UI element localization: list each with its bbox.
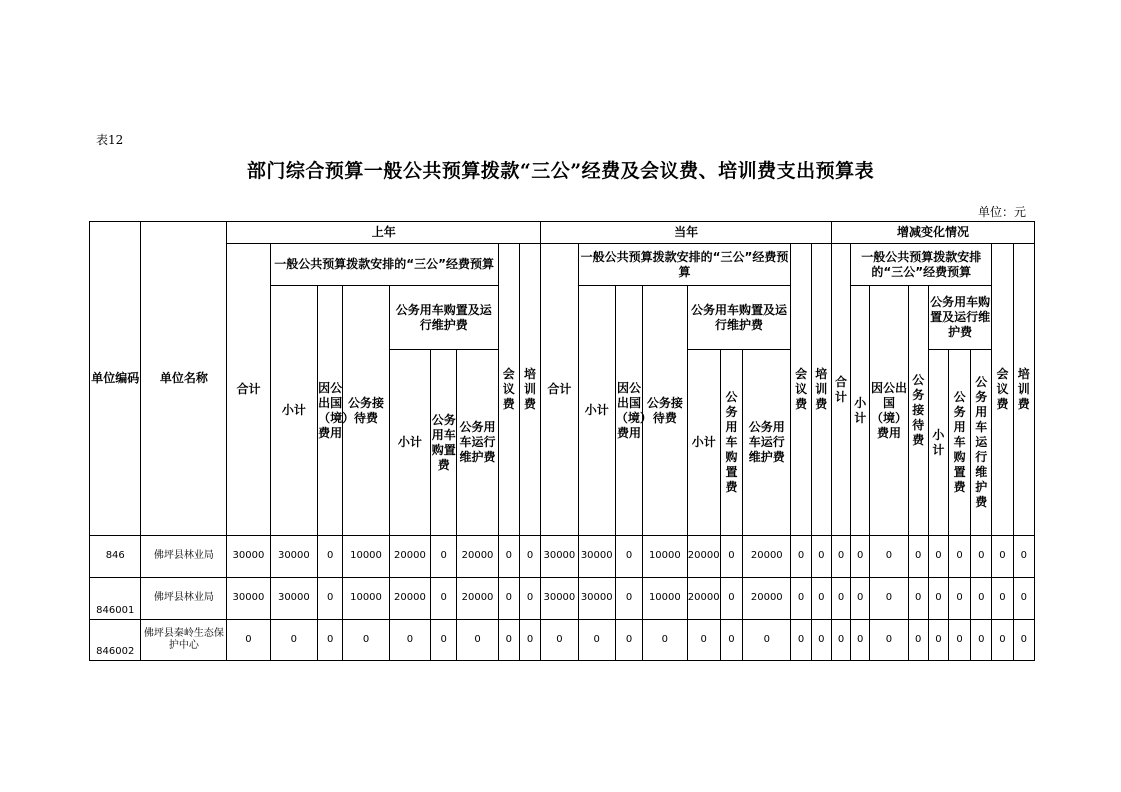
cell-value: 0 bbox=[720, 536, 742, 578]
header-prev-three-public: 一般公共预算拨款安排的“三公”经费预算 bbox=[270, 244, 498, 286]
cell-value: 0 bbox=[343, 620, 389, 661]
header-change-vehicle-purchase: 公务用车购置费 bbox=[948, 350, 970, 536]
cell-value: 30000 bbox=[227, 536, 270, 578]
cell-value: 0 bbox=[870, 578, 908, 620]
table-row bbox=[90, 620, 1035, 661]
cell-value: 0 bbox=[318, 620, 343, 661]
cell-value: 0 bbox=[615, 578, 642, 620]
cell-value: 0 bbox=[498, 578, 519, 620]
cell-value: 0 bbox=[431, 536, 457, 578]
cell-value: 0 bbox=[971, 620, 992, 661]
cell-value: 0 bbox=[831, 536, 850, 578]
cell-value: 30000 bbox=[578, 536, 615, 578]
header-curr-training: 培训费 bbox=[811, 244, 831, 536]
header-prev-abroad: 因公出国（境）费用 bbox=[318, 286, 343, 536]
cell-value: 0 bbox=[615, 620, 642, 661]
cell-value: 0 bbox=[831, 620, 850, 661]
header-change-three-public: 一般公共预算拨款安排的“三公”经费预算 bbox=[851, 244, 992, 286]
cell-value: 0 bbox=[431, 578, 457, 620]
cell-value: 30000 bbox=[227, 578, 270, 620]
cell-value: 20000 bbox=[743, 536, 791, 578]
cell-value: 0 bbox=[318, 536, 343, 578]
cell-value: 0 bbox=[1013, 620, 1034, 661]
cell-value: 30000 bbox=[270, 578, 317, 620]
row-unit-name: 佛坪县秦岭生态保护中心 bbox=[141, 620, 227, 661]
page-title: 部门综合预算一般公共预算拨款“三公”经费及会议费、培训费支出预算表 bbox=[246, 160, 875, 182]
cell-value: 0 bbox=[541, 620, 578, 661]
cell-value: 20000 bbox=[687, 536, 720, 578]
cell-value: 0 bbox=[457, 620, 498, 661]
header-prev-vehicle-group: 公务用车购置及运行维护费 bbox=[389, 286, 498, 350]
cell-value: 0 bbox=[791, 620, 811, 661]
header-curr-meeting: 会议费 bbox=[791, 244, 811, 536]
header-prev-total: 合计 bbox=[227, 244, 270, 536]
table-row bbox=[90, 578, 1035, 620]
header-prev-vehicle-operation: 公务用车运行维护费 bbox=[457, 350, 498, 536]
cell-value: 10000 bbox=[643, 578, 687, 620]
header-change-total: 合计 bbox=[831, 244, 850, 536]
header-curr-total: 合计 bbox=[541, 244, 578, 536]
cell-value: 0 bbox=[578, 620, 615, 661]
header-curr-vehicle-operation: 公务用车运行维护费 bbox=[743, 350, 791, 536]
row-unit-code: 846 bbox=[90, 536, 141, 578]
header-prev-vehicle-subtotal: 小计 bbox=[389, 350, 430, 536]
cell-value: 0 bbox=[851, 578, 870, 620]
cell-value: 20000 bbox=[457, 536, 498, 578]
cell-value: 0 bbox=[971, 536, 992, 578]
cell-value: 0 bbox=[811, 536, 831, 578]
cell-value: 0 bbox=[851, 536, 870, 578]
header-curr-reception: 公务接待费 bbox=[643, 286, 687, 536]
cell-value: 0 bbox=[519, 536, 540, 578]
cell-value: 0 bbox=[948, 578, 970, 620]
cell-value: 0 bbox=[791, 578, 811, 620]
header-curr-three-public: 一般公共预算拨款安排的“三公”经费预算 bbox=[578, 244, 791, 286]
cell-value: 0 bbox=[928, 536, 948, 578]
row-unit-code: 846002 bbox=[90, 620, 141, 661]
header-curr-abroad: 因公出国（境）费用 bbox=[615, 286, 642, 536]
cell-value: 0 bbox=[908, 578, 928, 620]
cell-value: 30000 bbox=[270, 536, 317, 578]
header-change-vehicle-operation: 公务用车运行维护费 bbox=[971, 350, 992, 536]
cell-value: 10000 bbox=[343, 578, 389, 620]
table-number: 表12 bbox=[96, 133, 124, 147]
cell-value: 0 bbox=[270, 620, 317, 661]
cell-value: 30000 bbox=[578, 578, 615, 620]
header-prev-reception: 公务接待费 bbox=[343, 286, 389, 536]
header-change: 增减变化情况 bbox=[831, 222, 1034, 244]
cell-value: 0 bbox=[948, 620, 970, 661]
header-curr-vehicle-purchase: 公务用车购置费 bbox=[720, 350, 742, 536]
header-change-reception: 公务接待费 bbox=[908, 286, 928, 536]
cell-value: 0 bbox=[908, 620, 928, 661]
header-prev-year: 上年 bbox=[227, 222, 541, 244]
header-curr-subtotal: 小计 bbox=[578, 286, 615, 536]
cell-value: 0 bbox=[992, 578, 1013, 620]
cell-value: 0 bbox=[720, 620, 742, 661]
cell-value: 30000 bbox=[541, 578, 578, 620]
cell-value: 20000 bbox=[743, 578, 791, 620]
cell-value: 0 bbox=[992, 620, 1013, 661]
budget-table bbox=[89, 221, 1035, 661]
cell-value: 0 bbox=[1013, 536, 1034, 578]
unit-label: 单位：元 bbox=[977, 205, 1026, 219]
cell-value: 0 bbox=[519, 620, 540, 661]
cell-value: 0 bbox=[519, 578, 540, 620]
cell-value: 0 bbox=[811, 578, 831, 620]
header-change-meeting: 会议费 bbox=[992, 244, 1013, 536]
header-prev-training: 培训费 bbox=[519, 244, 540, 536]
header-curr-year: 当年 bbox=[541, 222, 832, 244]
cell-value: 0 bbox=[948, 536, 970, 578]
cell-value: 10000 bbox=[343, 536, 389, 578]
cell-value: 0 bbox=[908, 536, 928, 578]
cell-value: 0 bbox=[318, 578, 343, 620]
cell-value: 10000 bbox=[643, 536, 687, 578]
header-curr-vehicle-group: 公务用车购置及运行维护费 bbox=[687, 286, 791, 350]
row-unit-name: 佛坪县林业局 bbox=[141, 536, 227, 578]
cell-value: 0 bbox=[431, 620, 457, 661]
cell-value: 0 bbox=[811, 620, 831, 661]
header-prev-vehicle-purchase: 公务用车购置费 bbox=[431, 350, 457, 536]
cell-value: 20000 bbox=[687, 578, 720, 620]
cell-value: 0 bbox=[498, 620, 519, 661]
header-change-subtotal: 小计 bbox=[851, 286, 870, 536]
cell-value: 0 bbox=[928, 620, 948, 661]
header-unit-code: 单位编码 bbox=[90, 222, 141, 536]
cell-value: 0 bbox=[643, 620, 687, 661]
cell-value: 0 bbox=[743, 620, 791, 661]
header-unit-name: 单位名称 bbox=[141, 222, 227, 536]
cell-value: 0 bbox=[498, 536, 519, 578]
cell-value: 0 bbox=[1013, 578, 1034, 620]
header-change-abroad: 因公出国（境）费用 bbox=[870, 286, 908, 536]
header-change-vehicle-group: 公务用车购置及运行维护费 bbox=[928, 286, 992, 350]
header-change-training: 培训费 bbox=[1013, 244, 1034, 536]
cell-value: 0 bbox=[227, 620, 270, 661]
cell-value: 0 bbox=[870, 536, 908, 578]
cell-value: 0 bbox=[992, 536, 1013, 578]
cell-value: 0 bbox=[831, 578, 850, 620]
cell-value: 20000 bbox=[457, 578, 498, 620]
row-unit-code: 846001 bbox=[90, 578, 141, 620]
cell-value: 0 bbox=[851, 620, 870, 661]
row-unit-name: 佛坪县林业局 bbox=[141, 578, 227, 620]
header-curr-vehicle-subtotal: 小计 bbox=[687, 350, 720, 536]
cell-value: 0 bbox=[928, 578, 948, 620]
cell-value: 20000 bbox=[389, 536, 430, 578]
header-change-vehicle-subtotal: 小计 bbox=[928, 350, 948, 536]
header-prev-subtotal: 小计 bbox=[270, 286, 317, 536]
header-prev-meeting: 会议费 bbox=[498, 244, 519, 536]
cell-value: 0 bbox=[389, 620, 430, 661]
cell-value: 0 bbox=[687, 620, 720, 661]
table-row bbox=[90, 536, 1035, 578]
cell-value: 0 bbox=[870, 620, 908, 661]
cell-value: 0 bbox=[720, 578, 742, 620]
cell-value: 30000 bbox=[541, 536, 578, 578]
cell-value: 20000 bbox=[389, 578, 430, 620]
cell-value: 0 bbox=[791, 536, 811, 578]
cell-value: 0 bbox=[971, 578, 992, 620]
cell-value: 0 bbox=[615, 536, 642, 578]
